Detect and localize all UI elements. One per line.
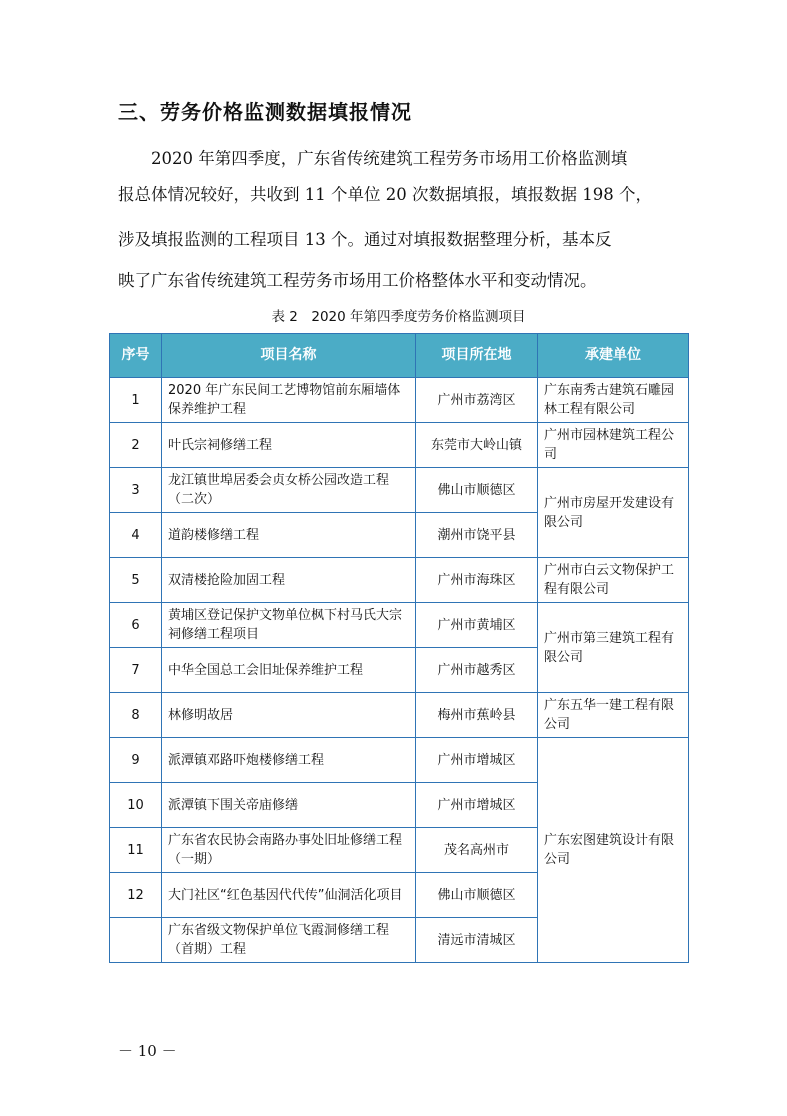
section-heading: 三、劳务价格监测数据填报情况	[118, 100, 412, 124]
paragraph-line: 涉及填报监测的工程项目 13 个。通过对填报数据整理分析，基本反	[118, 230, 612, 249]
row-project-name: 黄埔区登记保护文物单位枫下村马氏大宗祠修缮工程项目	[162, 603, 416, 648]
row-project-name: 派潭镇下围关帝庙修缮	[162, 783, 416, 828]
table-row	[110, 693, 689, 738]
row-location: 佛山市顺德区	[416, 468, 538, 513]
table-caption: 表 2 2020 年第四季度劳务价格监测项目	[271, 309, 526, 325]
row-index: 11	[110, 828, 162, 873]
row-index	[110, 918, 162, 963]
paragraph-line: 映了广东省传统建筑工程劳务市场用工价格整体水平和变动情况。	[118, 271, 597, 290]
row-location: 广州市荔湾区	[416, 378, 538, 423]
row-index: 10	[110, 783, 162, 828]
row-index: 6	[110, 603, 162, 648]
header-location: 项目所在地	[416, 334, 538, 378]
project-table	[109, 333, 689, 963]
row-location: 茂名高州市	[416, 828, 538, 873]
row-index: 5	[110, 558, 162, 603]
table-header-row	[110, 334, 689, 378]
row-location: 广州市增城区	[416, 738, 538, 783]
row-project-name: 林修明故居	[162, 693, 416, 738]
row-contractor: 广东宏图建筑设计有限公司	[538, 738, 689, 963]
row-project-name: 双清楼抢险加固工程	[162, 558, 416, 603]
row-index: 12	[110, 873, 162, 918]
row-index: 2	[110, 423, 162, 468]
row-index: 3	[110, 468, 162, 513]
row-project-name: 道韵楼修缮工程	[162, 513, 416, 558]
row-location: 广州市增城区	[416, 783, 538, 828]
row-project-name: 派潭镇邓路吓炮楼修缮工程	[162, 738, 416, 783]
row-project-name: 广东省级文物保护单位飞霞洞修缮工程（首期）工程	[162, 918, 416, 963]
row-index: 7	[110, 648, 162, 693]
paragraph-line: 2020 年第四季度，广东省传统建筑工程劳务市场用工价格监测填	[151, 149, 628, 168]
table-row	[110, 738, 689, 783]
row-location: 梅州市蕉岭县	[416, 693, 538, 738]
row-project-name: 叶氏宗祠修缮工程	[162, 423, 416, 468]
row-contractor: 广州市白云文物保护工程有限公司	[538, 558, 689, 603]
row-contractor: 广州市房屋开发建设有限公司	[538, 468, 689, 558]
row-contractor: 广东五华一建工程有限公司	[538, 693, 689, 738]
page-number: － 10 －	[118, 1042, 177, 1060]
table-row	[110, 378, 689, 423]
table-row	[110, 603, 689, 648]
header-project-name: 项目名称	[162, 334, 416, 378]
row-location: 佛山市顺德区	[416, 873, 538, 918]
paragraph-line: 报总体情况较好，共收到 11 个单位 20 次数据填报，填报数据 198 个，	[118, 185, 652, 204]
row-location: 潮州市饶平县	[416, 513, 538, 558]
row-contractor: 广州市园林建筑工程公司	[538, 423, 689, 468]
row-project-name: 龙江镇世埠居委会贞女桥公园改造工程（二次）	[162, 468, 416, 513]
row-project-name: 中华全国总工会旧址保养维护工程	[162, 648, 416, 693]
row-project-name: 大门社区“红色基因代代传”仙洞活化项目	[162, 873, 416, 918]
row-index: 1	[110, 378, 162, 423]
header-contractor: 承建单位	[538, 334, 689, 378]
row-index: 8	[110, 693, 162, 738]
row-contractor: 广东南秀古建筑石雕园林工程有限公司	[538, 378, 689, 423]
row-location: 广州市越秀区	[416, 648, 538, 693]
row-location: 广州市海珠区	[416, 558, 538, 603]
row-index: 4	[110, 513, 162, 558]
row-project-name: 2020 年广东民间工艺博物馆前东厢墙体保养维护工程	[162, 378, 416, 423]
table-row	[110, 558, 689, 603]
row-location: 清远市清城区	[416, 918, 538, 963]
table-row	[110, 423, 689, 468]
row-location: 广州市黄埔区	[416, 603, 538, 648]
table-row	[110, 468, 689, 513]
row-index: 9	[110, 738, 162, 783]
row-contractor: 广州市第三建筑工程有限公司	[538, 603, 689, 693]
row-project-name: 广东省农民协会南路办事处旧址修缮工程（一期）	[162, 828, 416, 873]
header-index: 序号	[110, 334, 162, 378]
row-location: 东莞市大岭山镇	[416, 423, 538, 468]
